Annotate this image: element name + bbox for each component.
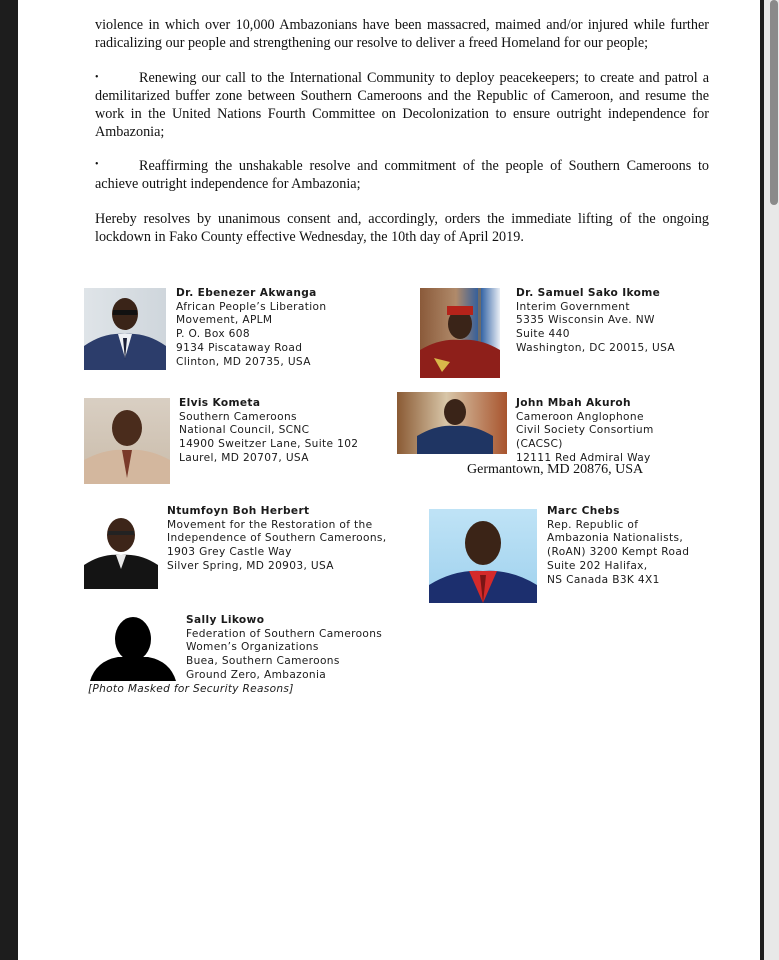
signatory-name: Elvis Kometa <box>179 397 261 409</box>
silhouette-icon <box>88 615 178 683</box>
signatory-4-city-line: Germantown, MD 20876, USA <box>467 462 644 477</box>
photo-ebenezer-akwanga <box>84 288 166 370</box>
signatory-line: Independence of Southern Cameroons, <box>167 532 387 545</box>
signatory-line: Laurel, MD 20707, USA <box>179 451 309 464</box>
signatory-name: Dr. Ebenezer Akwanga <box>176 287 317 299</box>
bullet-2: • <box>95 159 99 170</box>
signatory-line: Silver Spring, MD 20903, USA <box>167 559 334 572</box>
bullet-1: • <box>95 72 99 83</box>
signatory-name: Marc Chebs <box>547 505 620 517</box>
signatory-line: 9134 Piscataway Road <box>176 341 303 354</box>
signatory-line: Ground Zero, Ambazonia <box>186 668 327 681</box>
portrait-icon <box>397 392 507 454</box>
paragraph-resolves: Hereby resolves by unanimous consent and, accordingly, orders the immediate lifting of the ongoing lockdown in Fako County effective Wednesday, the 10th day of April 2019. <box>95 211 709 245</box>
signatory-line: Ambazonia Nationalists, <box>547 532 684 545</box>
signatory-line: Cameroon Anglophone <box>516 410 644 423</box>
photo-masked-caption: [Photo Masked for Security Reasons] <box>88 683 294 695</box>
signatory-line: 12111 Red Admiral Way <box>516 451 651 464</box>
signatory-line: 5335 Wisconsin Ave. NW <box>516 314 655 327</box>
portrait-icon <box>84 288 166 370</box>
signatory-line: Civil Society Consortium <box>516 424 654 437</box>
signatory-line: Movement for the Restoration of the <box>167 518 373 531</box>
signatory-line: Rep. Republic of <box>547 518 639 531</box>
signatory-line: Clinton, MD 20735, USA <box>176 355 311 368</box>
paragraph-reaffirming-text: Reaffirming the unshakable resolve and commitment of the people of Southern Cameroons to achieve outright independence for Ambazonia; <box>95 158 709 192</box>
signatory-line: (CACSC) <box>516 438 563 451</box>
photo-elvis-kometa <box>84 398 170 484</box>
signatory-block-4 <box>516 397 654 466</box>
signatory-line: 14900 Sweitzer Lane, Suite 102 <box>179 438 359 451</box>
paragraph-reaffirming <box>95 157 709 193</box>
signatory-name: Dr. Samuel Sako Ikome <box>516 287 661 299</box>
signatory-block-7 <box>186 614 382 683</box>
signatory-line: Movement, APLM <box>176 314 273 327</box>
signatory-line: 1903 Grey Castle Way <box>167 546 292 559</box>
signatory-block-2 <box>516 287 675 356</box>
signatory-line: Southern Cameroons <box>179 410 297 423</box>
signatory-line: National Council, SCNC <box>179 424 310 437</box>
portrait-icon <box>420 288 500 378</box>
document-page <box>18 0 760 960</box>
signatory-block-1 <box>176 287 326 369</box>
signatory-block-6 <box>547 505 689 587</box>
signatory-line: Buea, Southern Cameroons <box>186 655 340 668</box>
paragraph-violence: violence in which over 10,000 Ambazonians have been massacred, maimed and/or injured while further radicalizing our people and strengthening our resolve to deliver a freed Homeland for our people; <box>95 17 709 51</box>
signatory-line: Washington, DC 20015, USA <box>516 341 676 354</box>
scrollbar-thumb[interactable] <box>770 0 778 205</box>
photo-john-mbah-akuroh <box>397 392 507 454</box>
portrait-icon <box>84 507 158 589</box>
portrait-icon <box>84 398 170 484</box>
signatory-line: Suite 202 Halifax, <box>547 559 648 572</box>
masked-silhouette-icon <box>88 615 178 683</box>
signatory-line: Federation of Southern Cameroons <box>186 627 383 640</box>
signatory-name: Sally Likowo <box>186 614 265 626</box>
signatory-line: Interim Government <box>516 300 630 313</box>
portrait-icon <box>429 509 537 603</box>
photo-ntumfoyn-boh-herbert <box>84 507 158 589</box>
signatory-name: John Mbah Akuroh <box>516 397 631 409</box>
signatory-line: (RoAN) 3200 Kempt Road <box>547 546 690 559</box>
signatory-name: Ntumfoyn Boh Herbert <box>167 505 310 517</box>
paragraph-renewing-text: Renewing our call to the International Community to deploy peacekeepers; to create and patrol a demilitarized buffer zone between Southern Cameroons and the Republic of Cameroon, and resume the work in the United Nations Fourth Committee on Decolonization to ensure outright independence for Ambazonia; <box>95 70 709 140</box>
signatory-line: NS Canada B3K 4X1 <box>547 573 660 586</box>
paragraph-renewing <box>95 69 709 141</box>
signatory-line: P. O. Box 608 <box>176 328 250 341</box>
photo-marc-chebs <box>429 509 537 603</box>
signatory-block-5 <box>167 505 387 574</box>
signatory-line: African People’s Liberation <box>176 300 327 313</box>
photo-samuel-sako-ikome <box>420 288 500 378</box>
signatory-block-3 <box>179 397 358 466</box>
signatory-line: Women’s Organizations <box>186 641 319 654</box>
signatory-line: Suite 440 <box>516 328 570 341</box>
